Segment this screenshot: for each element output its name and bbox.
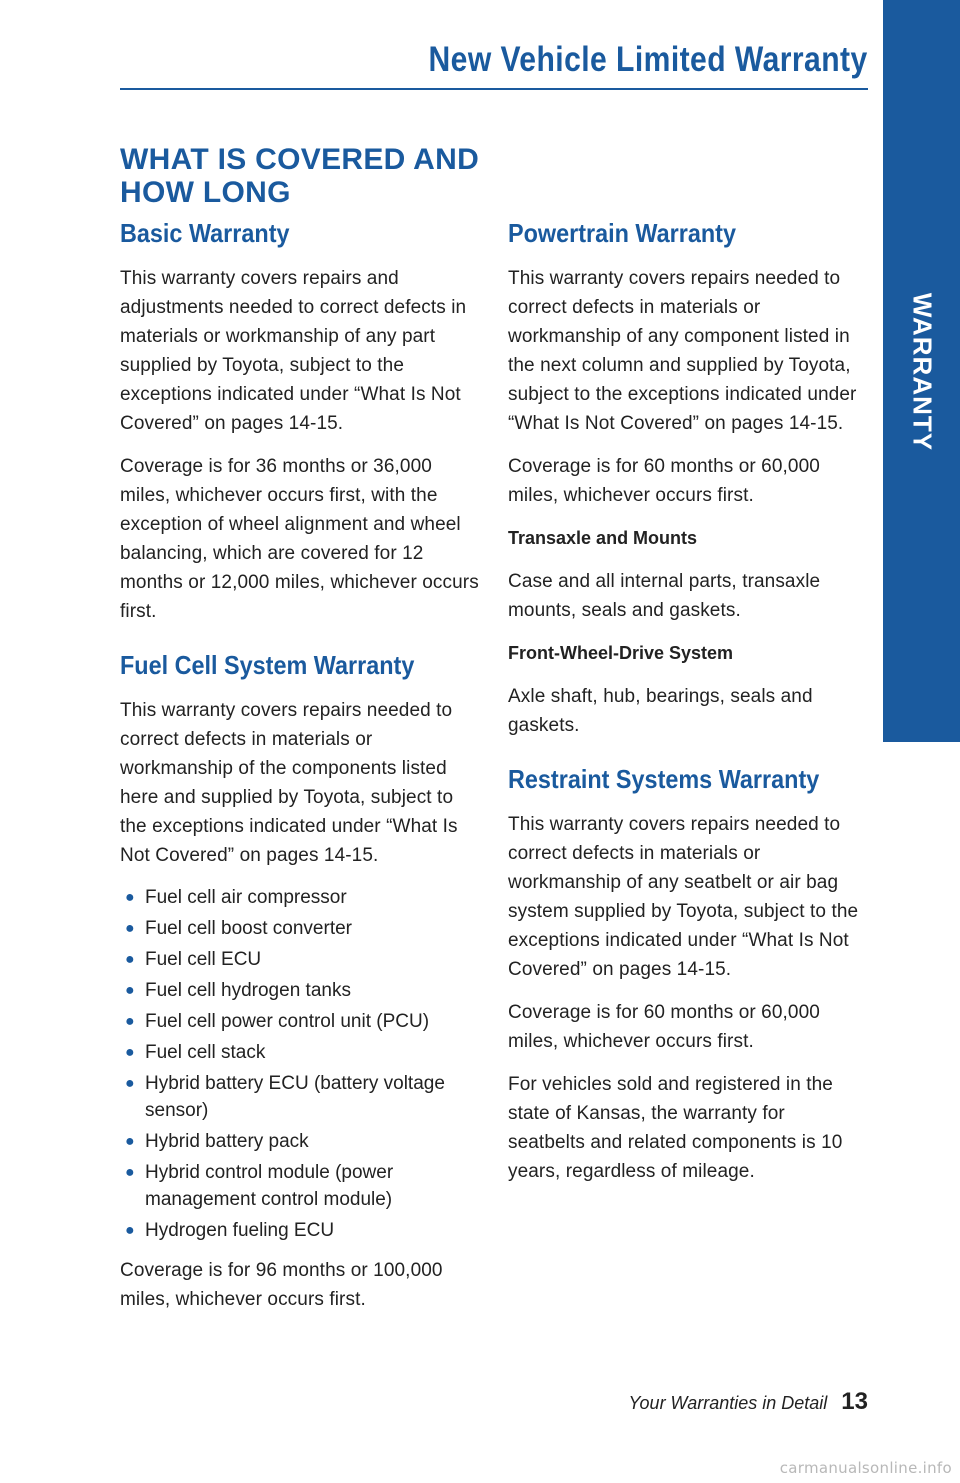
list-item: ● Fuel cell hydrogen tanks [120, 977, 482, 1004]
page-header [120, 36, 868, 90]
page-footer [629, 1388, 868, 1416]
list-item: ● Fuel cell power control unit (PCU) [120, 1008, 482, 1035]
powertrain-warranty-intro: This warranty covers repairs needed to correct defects in materials or workmanship of any component listed in the next column and supplied by Toyota, subject to the exceptions indicated under “What Is Not Covered” on pages 14-15. [508, 268, 857, 434]
list-item: ● Fuel cell stack [120, 1039, 482, 1066]
transaxle-text: Case and all internal parts, transaxle mounts, seals and gaskets. [508, 571, 821, 621]
side-tab-label: WARRANTY [907, 292, 937, 452]
side-tab [883, 0, 960, 742]
right-column [508, 216, 864, 1200]
fuel-cell-warranty-heading: Fuel Cell System Warranty [120, 650, 415, 680]
list-item: ● Fuel cell ECU [120, 946, 482, 973]
basic-warranty-section [120, 216, 482, 626]
bullet-icon: ● [125, 1164, 135, 1181]
powertrain-warranty-section [508, 216, 864, 740]
footer-title: Your Warranties in Detail [628, 1393, 828, 1413]
fuel-cell-warranty-section [120, 648, 482, 1314]
bullet-icon: ● [125, 889, 135, 906]
list-item: ● Fuel cell air compressor [120, 884, 482, 911]
basic-warranty-paragraph: This warranty covers repairs and adjustments needed to correct defects in materials or workmanship of any part supplied by Toyota, subject to the exceptions indicated under “What Is Not Covered” on pages 14-15. [120, 268, 467, 434]
bullet-icon: ● [125, 920, 135, 937]
fuel-cell-component-list [120, 884, 482, 1244]
page-number: 13 [841, 1388, 868, 1415]
powertrain-coverage: Coverage is for 60 months or 60,000 miles, whichever occurs first. [508, 456, 820, 506]
restraint-warranty-intro: This warranty covers repairs needed to correct defects in materials or workmanship of any seatbelt or air bag system supplied by Toyota, subject to the exceptions indicated under “What Is Not Covered” on pages 14-15. [508, 814, 859, 980]
bullet-icon: ● [125, 1133, 135, 1150]
basic-warranty-coverage: Coverage is for 36 months or 36,000 miles, whichever occurs first, with the exception of wheel alignment and wheel balancing, which are covered for 12 months or 12,000 miles, whichever occurs first. [120, 456, 479, 622]
powertrain-warranty-heading: Powertrain Warranty [508, 218, 736, 248]
fuel-cell-coverage: Coverage is for 96 months or 100,000 miles, whichever occurs first. [120, 1260, 443, 1310]
bullet-icon: ● [125, 951, 135, 968]
bullet-icon: ● [125, 982, 135, 999]
bullet-icon: ● [125, 1013, 135, 1030]
list-item: ● Hydrogen fueling ECU [120, 1217, 482, 1244]
header-title: New Vehicle Limited Warranty [428, 40, 868, 79]
list-item: ● Fuel cell boost converter [120, 915, 482, 942]
fwd-text: Axle shaft, hub, bearings, seals and gaskets. [508, 686, 813, 736]
watermark: carmanualsonline.info [779, 1459, 952, 1477]
kansas-note: For vehicles sold and registered in the state of Kansas, the warranty for seatbelts and related components is 10 years, regardless of mileage. [508, 1074, 843, 1182]
fwd-subheading: Front-Wheel-Drive System [508, 643, 734, 663]
left-column [120, 216, 482, 1328]
bullet-icon: ● [125, 1222, 135, 1239]
list-item: ● Hybrid battery pack [120, 1128, 482, 1155]
list-item: ● Hybrid control module (power management control module) [120, 1159, 482, 1213]
basic-warranty-heading: Basic Warranty [120, 218, 290, 248]
restraint-coverage: Coverage is for 60 months or 60,000 miles, whichever occurs first. [508, 1002, 820, 1052]
restraint-warranty-heading: Restraint Systems Warranty [508, 764, 820, 794]
main-heading: WHAT IS COVERED AND HOW LONG [120, 143, 480, 209]
restraint-warranty-section [508, 762, 864, 1186]
bullet-icon: ● [125, 1075, 135, 1092]
bullet-icon: ● [125, 1044, 135, 1061]
list-item: ● Hybrid battery ECU (battery voltage sensor) [120, 1070, 482, 1124]
fuel-cell-warranty-intro: This warranty covers repairs needed to correct defects in materials or workmanship of the components listed here and supplied by Toyota, subject to the exceptions indicated under “What Is Not Covered” on pages 14-15. [120, 700, 458, 866]
transaxle-subheading: Transaxle and Mounts [508, 528, 698, 548]
